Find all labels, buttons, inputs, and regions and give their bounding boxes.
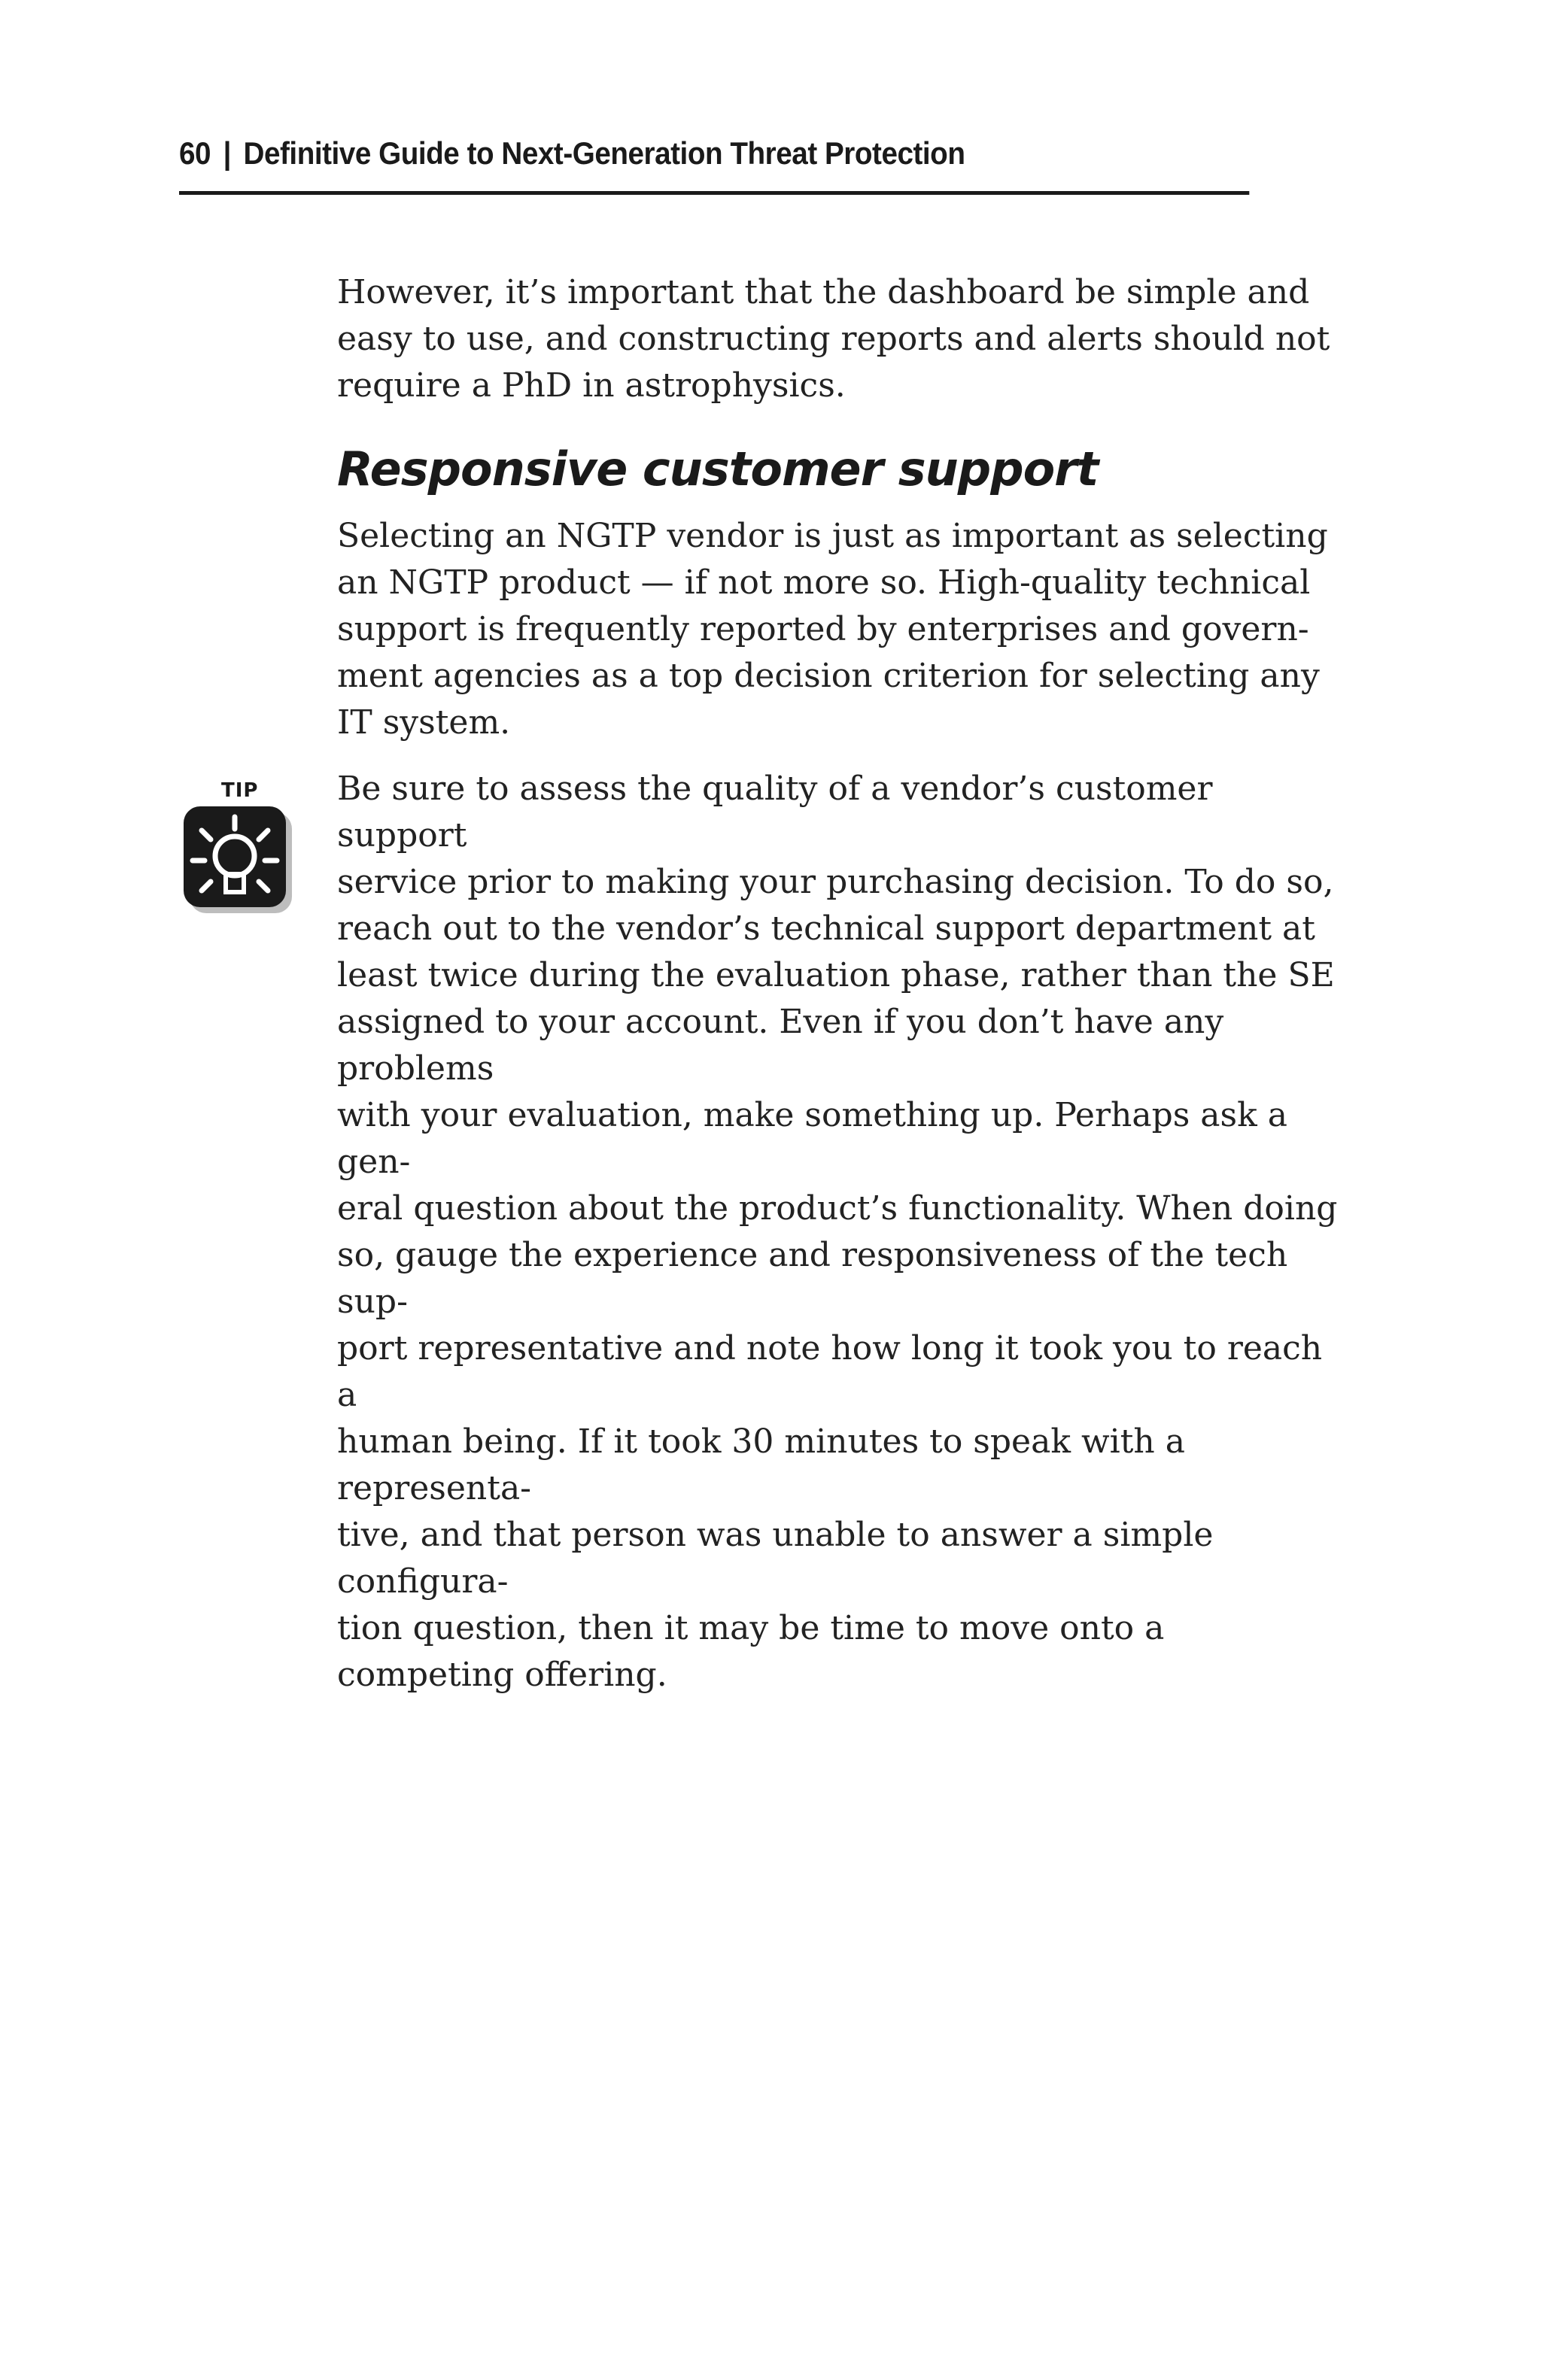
page-number: 60 xyxy=(179,135,211,171)
page-body xyxy=(337,269,1345,1698)
tip-label: TIP xyxy=(221,779,259,802)
section-heading: Responsive customer support xyxy=(337,442,1099,496)
tip-callout xyxy=(182,779,295,915)
intro-paragraph: However, it’s important that the dashboard be simple and easy to use, and constructing reports and alerts should not require a PhD in astrophysics. xyxy=(337,273,1330,405)
header-separator: | xyxy=(223,135,231,171)
running-header xyxy=(179,135,1249,195)
lightbulb-icon xyxy=(182,805,295,915)
vendor-paragraph: Selecting an NGTP vendor is just as important as selecting an NGTP product — if not more so. High-quality technical support is frequently reported by enterprises and govern- ment agencies as a top decision criterion for selecting any IT system. xyxy=(337,517,1328,742)
tip-paragraph: Be sure to assess the quality of a vendor’s customer support service prior to making your purchasing decision. To do so, reach out to the vendor’s technical support department at least twice during the evaluation phase, rather than the SE assigned to your account. Even if you don’t have any problems with your evaluation, make something up. Perhaps ask a gen- eral question about the product’s functionality. When doing so, gauge the experience and responsiveness of the tech sup- port representative and note how long it took you to reach a human being. If it took 30 minutes to speak with a representa- tive, and that person was unable to answer a simple configura- tion question, then it may be time to move onto a competing offering. xyxy=(337,770,1338,1694)
book-title: Definitive Guide to Next-Generation Threat Protection xyxy=(243,135,965,171)
